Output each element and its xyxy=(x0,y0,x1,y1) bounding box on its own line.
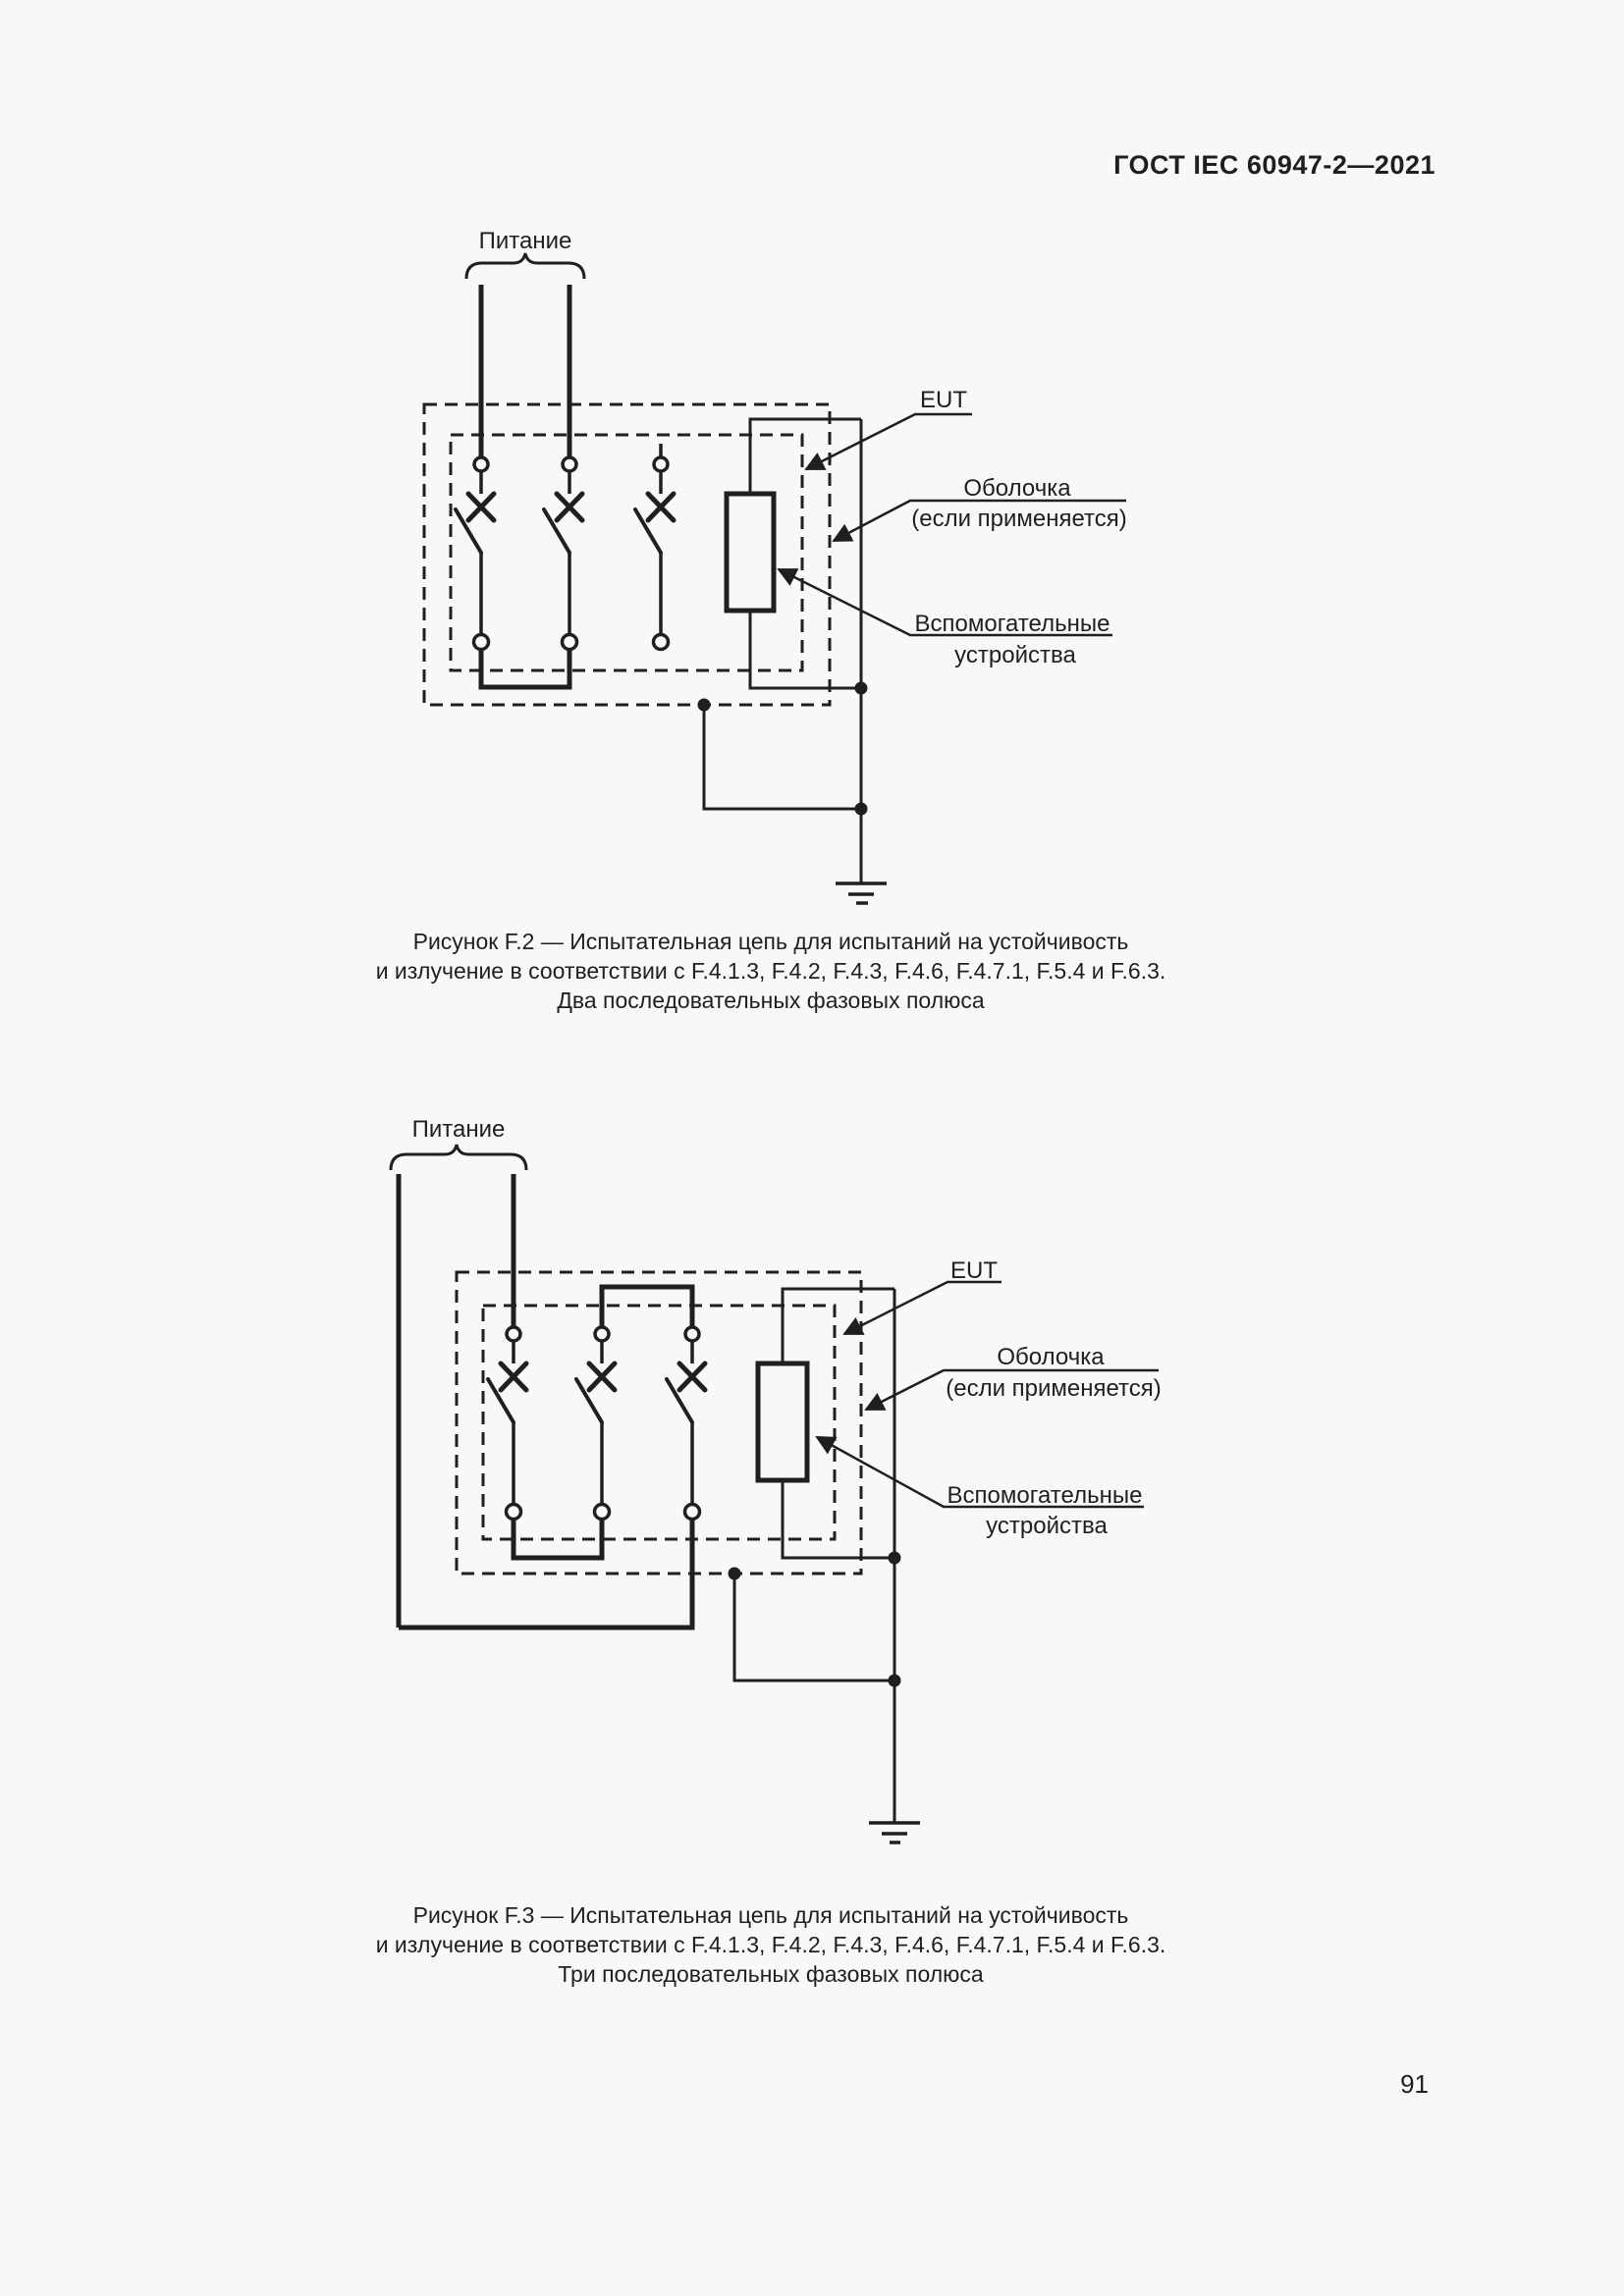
f3-aux-top-connection xyxy=(783,1289,894,1363)
f2-poles-1-2-series-bridge xyxy=(481,649,569,687)
f2-caption-line2: и излучение в соответствии с F.4.1.3, F.4.2, F.4.3, F.4.6, F.4.7.1, F.5.4 и F.6.3. xyxy=(375,958,1166,984)
f2-aux-top-connection xyxy=(750,419,861,494)
figure-f3-diagram xyxy=(391,1116,1162,1842)
f3-enclosure-earth-dot xyxy=(729,1568,741,1580)
f2-aux-label-line2: устройства xyxy=(954,642,1076,668)
figure-f3-caption xyxy=(280,1900,1262,1989)
f2-pole-3 xyxy=(635,457,674,650)
f3-enclosure-label-line2: (если применяется) xyxy=(946,1375,1162,1402)
f3-aux-label-line2: устройства xyxy=(986,1513,1108,1539)
f2-junction-dot-1 xyxy=(855,682,868,695)
f3-aux-bottom-connection xyxy=(783,1480,894,1558)
f2-ground-symbol xyxy=(836,883,887,903)
f2-enclosure-label-line2: (если применяется) xyxy=(911,506,1127,532)
f3-pole-2 xyxy=(576,1327,615,1520)
f3-eut-label: EUT xyxy=(950,1257,998,1284)
f2-enclosure-earth-connection xyxy=(704,705,861,809)
f2-eut-label: EUT xyxy=(920,387,967,413)
f3-supply-brace xyxy=(391,1145,526,1170)
f2-enclosure-earth-dot xyxy=(698,699,711,712)
f3-caption-line1: Рисунок F.3 — Испытательная цепь для испытаний на устойчивость xyxy=(412,1902,1129,1928)
page-number: 91 xyxy=(1400,2069,1429,2099)
f2-caption-line3: Два последовательных фазовых полюса xyxy=(557,988,985,1013)
f3-auxiliary-device-box xyxy=(758,1363,807,1480)
f2-pole-1 xyxy=(456,457,494,650)
f3-supply-label: Питание xyxy=(411,1116,506,1143)
figure-f2-diagram xyxy=(424,228,1127,903)
f3-pole-3 xyxy=(667,1327,705,1520)
f2-auxiliary-device-box xyxy=(727,494,774,611)
f3-enclosure-dashed-box xyxy=(457,1272,861,1574)
f3-ground-symbol xyxy=(869,1823,920,1842)
f2-caption-line1: Рисунок F.2 — Испытательная цепь для испытаний на устойчивость xyxy=(412,929,1129,954)
f2-junction-dot-2 xyxy=(855,803,868,816)
f3-pole-1 xyxy=(488,1327,526,1520)
f2-supply-label: Питание xyxy=(478,228,572,254)
f3-caption-line2: и излучение в соответствии с F.4.1.3, F.4.2, F.4.3, F.4.6, F.4.7.1, F.5.4 и F.6.3. xyxy=(375,1932,1166,1957)
f3-enclosure-label-line1: Оболочка xyxy=(997,1344,1105,1370)
f2-aux-bottom-connection xyxy=(750,611,861,688)
f2-aux-label-line1: Вспомогательные xyxy=(914,611,1110,637)
f2-supply-brace xyxy=(466,253,584,279)
f2-enclosure-label-line1: Оболочка xyxy=(963,475,1071,502)
f3-junction-dot-1 xyxy=(889,1552,901,1565)
f3-junction-dot-2 xyxy=(889,1675,901,1687)
page-header-title: ГОСТ IEC 60947-2—2021 xyxy=(1113,150,1435,180)
figure-f2-caption xyxy=(280,927,1262,1015)
f3-caption-line3: Три последовательных фазовых полюса xyxy=(558,1961,984,1987)
f3-enclosure-earth-connection xyxy=(734,1574,894,1681)
f2-enclosure-dashed-box xyxy=(424,404,830,705)
f2-pole-2 xyxy=(544,457,582,650)
f3-aux-label-line1: Вспомогательные xyxy=(947,1482,1143,1509)
